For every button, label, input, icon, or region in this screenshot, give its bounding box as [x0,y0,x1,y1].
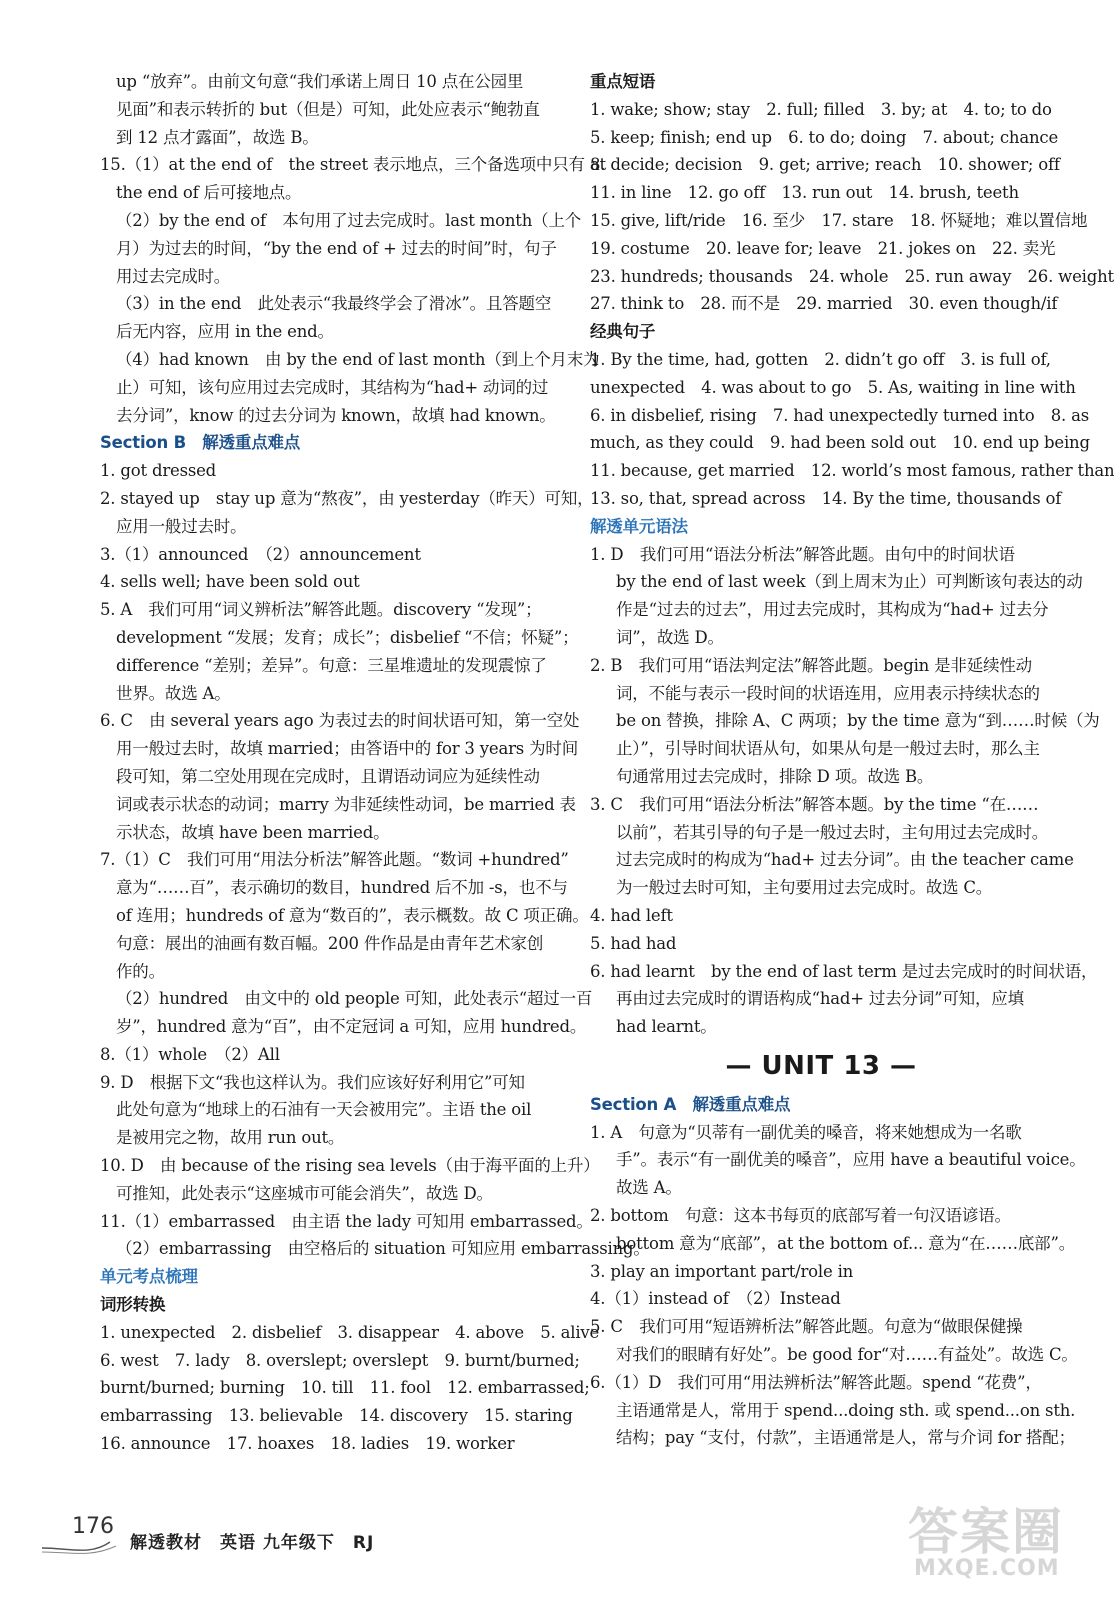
right-column-top-line: 13. so, that, spread across 14. By the time, thousands of [590,488,1062,508]
right-column-top-line: 4. had left [590,905,673,925]
right-column-bottom-line: 4.（1）instead of （2）Instead [590,1289,841,1309]
left-column-line: 见面”和表示转折的 but（但是）可知，此处应表示“鲍勃直 [116,99,540,119]
right-column-top-line: 5. keep; finish; end up 6. to do; doing 7. about; chance [590,127,1059,147]
right-column-bottom-line: 3. play an important part/role in [590,1261,854,1281]
left-column-line: 1. got dressed [100,461,217,481]
right-column-bottom-line: 2. bottom 句意：这本书每页的底部写着一句汉语谚语。 [590,1206,1011,1226]
right-column-top-line: had learnt。 [616,1017,717,1037]
left-column-line: 月）为过去的时间，“by the end of + 过去的时间”时，句子 [116,238,557,258]
left-column-line: （2）hundred 由文中的 old people 可知，此处表示“超过一百 [116,989,593,1009]
left-column-line: the end of 后可接地点。 [116,183,302,203]
left-column-line: 15.（1）at the end of the street 表示地点，三个备选项中只有 at [100,155,606,175]
left-column-line: 7.（1）C 我们可用“用法分析法”解答此题。“数词 +hundred” [100,850,569,870]
right-column-top-line: 27. think to 28. 而不是 29. married 30. even though/if [590,294,1058,314]
left-column-line: 止）可知，该句应用过去完成时，其结构为“had+ 动词的过 [116,377,549,397]
right-column-bottom [590,1091,1086,1452]
left-column-line: 句意：展出的油画有数百幅。200 件作品是由青年艺术家创 [116,933,544,953]
left-column-line: 世界。故选 A。 [116,683,231,703]
left-column-line: 3.（1）announced （2）announcement [100,544,421,564]
left-column-line: 可推知，此处表示“这座城市可能会消失”，故选 D。 [116,1183,493,1203]
book-title: 解透教材 英语 九年级下 RJ [130,1533,375,1553]
right-column-top-line: 6. in disbelief, rising 7. had unexpectedly turned into 8. as [590,405,1090,425]
right-column-bottom-line: 1. A 句意为“贝蒂有一副优美的嗓音，将来她想成为一名歌 [590,1122,1022,1142]
page-number: 176 [72,1514,114,1539]
right-column-bottom-line: 6.（1）D 我们可用“用法辨析法”解答此题。spend “花费”， [590,1372,1042,1392]
left-column-line: 用一般过去时，故填 married；由答语中的 for 3 years 为时间 [116,739,578,759]
left-column-line: （3）in the end 此处表示“我最终学会了滑冰”。且答题空 [116,294,552,314]
left-column-line: 4. sells well; have been sold out [100,572,360,592]
page-footer [40,1512,640,1560]
right-column-top-line: 5. had had [590,933,677,953]
watermark-big: 答案圈 [908,1503,1064,1561]
right-column-top-line: be on 替换，排除 A、C 两项；by the time 意为“到……时候（为 [616,711,1100,731]
left-column-line: 到 12 点才露面”，故选 B。 [116,127,319,147]
right-column-bottom-line: 结构；pay “支付，付款”，主语通常是人，常与介词 for 搭配； [616,1428,1075,1448]
left-column-line: 11.（1）embarrassed 由主语 the lady 可知用 embarrassed。 [100,1211,593,1231]
left-column-line: 后无内容，应用 in the end。 [116,322,334,342]
left-column-line: 去分词”，know 的过去分词为 known，故填 had known。 [116,405,556,425]
left-column-line: 单元考点梳理 [100,1267,198,1287]
left-column-line: 岁”，hundred 意为“百”，由不定冠词 a 可知，应用 hundred。 [116,1017,587,1037]
left-column-line: （4）had known 由 by the end of last month（到上个月末为 [116,349,600,369]
left-column-line: 意为“……百”，表示确切的数目，hundred 后不加 -s，也不与 [116,878,568,898]
right-column-top-line: much, as they could 9. had been sold out 10. end up being [590,433,1090,453]
left-column-line: 用过去完成时。 [116,266,231,286]
left-column-line: 作的。 [116,961,165,981]
right-column-bottom-line: Section A 解透重点难点 [590,1094,791,1114]
right-column-top-line: 再由过去完成时的谓语构成“had+ 过去分词”可知，应填 [616,989,1024,1009]
right-column-top-line: 15. give, lift/ride 16. 至少 17. stare 18. 怀疑地；难以置信地 [590,210,1088,230]
right-column-bottom-line: 主语通常是人，常用于 spend...doing sth. 或 spend...on sth. [616,1400,1076,1420]
right-column-top-line: by the end of last week（到上周末为止）可判断该句表达的动 [616,572,1083,592]
right-column-top-line: 止）”，引导时间状语从句，如果从句是一般过去时，那么主 [616,739,1040,759]
left-column-line: （2）by the end of 本句用了过去完成时。last month（上个 [116,210,582,230]
right-column-top-line: 为一般过去时可知，主句要用过去完成时。故选 C。 [616,878,993,898]
left-column-line: 示状态，故填 have been married。 [116,822,390,842]
right-column-top-line: 词，不能与表示一段时间的状语连用，应用表示持续状态的 [616,683,1040,703]
left-column-line: 段可知，第二空处用现在完成时，且谓语动词应为延续性动 [116,766,540,786]
right-column-top-line: 11. because, get married 12. world’s most famous, rather than [590,461,1114,481]
right-column-top-line: 过去完成时的构成为“had+ 过去分词”。由 the teacher came [616,850,1074,870]
right-column-top-line: 以前”，若其引导的句子是一般过去时，主句用过去完成时。 [616,822,1049,842]
left-column-line: burnt/burned; burning 10. till 11. fool 12. embarrassed; [100,1378,590,1398]
left-column-line: 6. C 由 several years ago 为表过去的时间状语可知，第一空处 [100,711,580,731]
right-column-top-line: unexpected 4. was about to go 5. As, waiting in line with [590,377,1076,397]
right-column-bottom-line: 故选 A。 [616,1178,682,1198]
left-column-line: 10. D 由 because of the rising sea levels（由于海平面的上升） [100,1156,600,1176]
right-column-bottom-line: bottom 意为“底部”，at the bottom of... 意为“在……底部”。 [616,1233,1076,1253]
right-column-top-line: 2. B 我们可用“语法判定法”解答此题。begin 是非延续性动 [590,655,1032,675]
left-column-line: 应用一般过去时。 [116,516,247,536]
left-column-line: of 连用；hundreds of 意为“数百的”，表示概数。故 C 项正确。 [116,905,589,925]
right-column-top-line: 解透单元语法 [590,516,688,536]
right-column-top-line: 19. costume 20. leave for; leave 21. jokes on 22. 卖光 [590,238,1056,258]
left-column-line: 2. stayed up stay up 意为“熬夜”，由 yesterday（昨天）可知， [100,488,594,508]
left-column-line: up “放弃”。由前文句意“我们承诺上周日 10 点在公园里 [116,72,524,91]
left-column-line: 8.（1）whole （2）All [100,1044,280,1064]
unit-heading: — UNIT 13 — [725,1050,917,1081]
left-column-line: 词形转换 [100,1295,166,1315]
left-column-line: Section B 解透重点难点 [100,433,301,453]
left-column-line: 词或表示状态的动词；marry 为非延续性动词，be married 表 [116,794,576,814]
left-column-line: （2）embarrassing 由空格后的 situation 可知应用 embarrassing。 [116,1239,650,1259]
left-column-line: 此处句意为“地球上的石油有一天会被用完”。主语 the oil [116,1100,532,1120]
right-column-bottom-line: 对我们的眼睛有好处”。be good for“对……有益处”。故选 C。 [616,1345,1078,1365]
watermark-small: MXQE.COM [914,1556,1060,1581]
right-column-top-line: 11. in line 12. go off 13. run out 14. brush, teeth [590,183,1019,203]
right-column-top-line: 词”，故选 D。 [616,627,724,647]
left-column-line: 9. D 根据下文“我也这样认为。我们应该好好利用它”可知 [100,1072,525,1092]
right-column-bottom-line: 5. C 我们可用“短语辨析法”解答此题。句意为“做眼保健操 [590,1317,1023,1337]
left-column-line: 1. unexpected 2. disbelief 3. disappear 4. above 5. alive [100,1322,600,1342]
right-column-top-line: 1. By the time, had, gotten 2. didn’t go off 3. is full of, [590,349,1051,369]
right-column-top-line: 23. hundreds; thousands 24. whole 25. run away 26. weight [590,266,1114,286]
left-column-line: 6. west 7. lady 8. overslept; overslept 9. burnt/burned; [100,1350,580,1370]
left-column-line: difference “差别；差异”。句意：三星堆遗址的发现震惊了 [116,655,547,675]
right-column-top-line: 句通常用过去完成时，排除 D 项。故选 B。 [616,766,934,786]
right-column-bottom-line: 手”。表示“有一副优美的嗓音”，应用 have a beautiful voice。 [616,1150,1086,1170]
left-column-line: 5. A 我们可用“词义辨析法”解答此题。discovery “发现”； [100,600,542,620]
right-column-top [590,68,1114,1041]
right-column-top-line: 1. wake; show; stay 2. full; filled 3. by; at 4. to; to do [590,99,1052,119]
left-column-line: embarrassing 13. believable 14. discovery 15. staring [100,1406,573,1426]
left-column-line: 是被用完之物，故用 run out。 [116,1128,345,1148]
right-column-top-line: 经典句子 [590,322,656,342]
right-column-top-line: 作是“过去的过去”，用过去完成时，其构成为“had+ 过去分 [616,600,1049,620]
watermark-logo [900,1490,1090,1590]
right-column-top-line: 3. C 我们可用“语法分析法”解答本题。by the time “在…… [590,794,1039,814]
right-column-top-line: 重点短语 [590,72,656,91]
right-column-top-line: 8. decide; decision 9. get; arrive; reach 10. shower; off [590,155,1060,175]
left-column-line: development “发展；发育；成长”；disbelief “不信；怀疑”； [116,627,579,647]
right-column-top-line: 6. had learnt by the end of last term 是过去完成时的时间状语， [590,961,1098,981]
left-column-line: 16. announce 17. hoaxes 18. ladies 19. worker [100,1434,515,1454]
right-column [590,68,1114,1452]
right-column-top-line: 1. D 我们可用“语法分析法”解答此题。由句中的时间状语 [590,544,1015,564]
